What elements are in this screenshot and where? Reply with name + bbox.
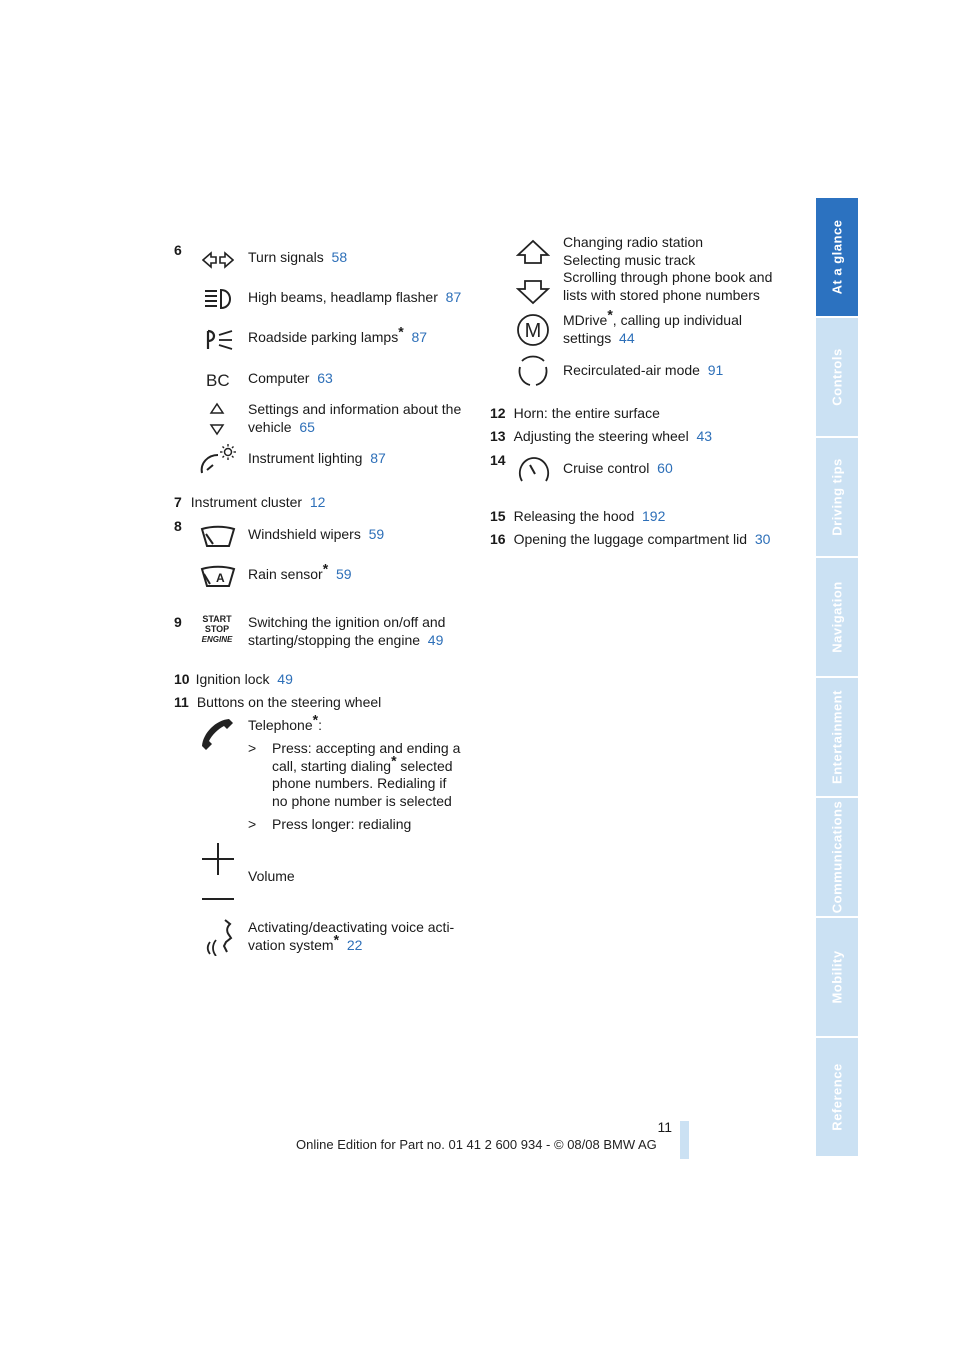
- volume-label: Volume: [248, 868, 295, 884]
- high-beams-entry: High beams, headlamp flasher 87: [248, 289, 462, 305]
- page-link[interactable]: 65: [299, 418, 315, 435]
- parking-lamps-entry: Roadside parking lamps* 87: [248, 323, 428, 345]
- page-link[interactable]: 87: [370, 450, 386, 466]
- rain-sensor-entry: Rain sensor* 59: [248, 560, 352, 582]
- ignition-lock-item: 10 Ignition lock 49: [174, 671, 293, 687]
- recirculated-air-icon: [516, 355, 550, 387]
- settings-arrows-icon: [209, 402, 225, 436]
- tab-entertainment[interactable]: Entertainment: [816, 678, 858, 798]
- telephone-label: Telephone*:: [248, 711, 322, 733]
- steering-wheel-buttons-item: 11 Buttons on the steering wheel: [174, 694, 382, 710]
- start-stop-engine-icon: START STOP ENGINE: [201, 614, 233, 644]
- item-number: 6: [174, 242, 182, 258]
- page-number: 11: [657, 1119, 672, 1135]
- windshield-wipers-entry: Windshield wipers 59: [248, 526, 385, 542]
- tab-communications[interactable]: Communications: [816, 798, 858, 918]
- instrument-cluster-item: 7 Instrument cluster 12: [174, 494, 326, 510]
- parking-lamps-icon: [205, 329, 235, 351]
- page-link[interactable]: 12: [309, 494, 326, 510]
- telephone-press-longer-text: Press longer: redialing: [272, 816, 412, 832]
- ignition-switch-entry: Switching the ignition on/off and starting/stopping the engine 49: [248, 614, 446, 648]
- mdrive-icon: [516, 313, 550, 347]
- volume-plus-minus-icon: [200, 842, 236, 904]
- tab-driving-tips[interactable]: Driving tips: [816, 438, 858, 558]
- computer-entry: Computer 63: [248, 370, 333, 386]
- page-link[interactable]: 49: [427, 631, 444, 648]
- page-link[interactable]: 49: [277, 671, 293, 687]
- svg-text:M: M: [524, 320, 542, 342]
- tab-reference[interactable]: Reference: [816, 1038, 858, 1158]
- bullet-marker: >: [248, 740, 257, 756]
- page-link[interactable]: 87: [411, 329, 428, 345]
- page-link[interactable]: 91: [707, 362, 724, 378]
- item-number: 9: [174, 614, 182, 630]
- arrow-up-icon: [516, 239, 550, 265]
- instrument-lighting-entry: Instrument lighting 87: [248, 450, 386, 466]
- arrow-down-icon: [516, 279, 550, 305]
- page-link[interactable]: 30: [754, 531, 771, 547]
- tab-controls[interactable]: Controls: [816, 318, 858, 438]
- edition-footer: Online Edition for Part no. 01 41 2 600 934 - © 08/08 BMW AG: [296, 1137, 657, 1152]
- page-link[interactable]: 60: [657, 460, 673, 476]
- page-link[interactable]: 63: [317, 370, 333, 386]
- tab-navigation[interactable]: Navigation: [816, 558, 858, 678]
- page-link[interactable]: 87: [445, 289, 462, 305]
- telephone-icon: [199, 716, 235, 752]
- footer-accent-bar: [680, 1121, 689, 1159]
- hood-release-item: 15 Releasing the hood 192: [490, 508, 666, 524]
- page-link[interactable]: 59: [368, 526, 385, 542]
- page-link[interactable]: 22: [346, 936, 363, 953]
- luggage-lid-item: 16 Opening the luggage compartment lid 30: [490, 531, 771, 547]
- turn-signals-icon: [202, 250, 234, 270]
- cruise-control-entry: Cruise control 60: [563, 460, 673, 476]
- high-beams-icon: [203, 288, 235, 310]
- tab-at-a-glance[interactable]: At a glance: [816, 198, 858, 318]
- bullet-marker: >: [248, 816, 257, 832]
- item-number: 8: [174, 518, 182, 534]
- tab-mobility[interactable]: Mobility: [816, 918, 858, 1038]
- settings-entry: Settings and information about the vehicle 65: [248, 401, 462, 435]
- side-tab-nav: [816, 198, 858, 1158]
- item-number: 14: [490, 452, 506, 468]
- mdrive-entry: MDrive*, calling up individual settings 44: [563, 306, 742, 346]
- arrows-description: Changing radio station Selecting music track Scrolling through phone book and lists with stored phone numbers: [563, 234, 773, 303]
- computer-bc-icon: [205, 370, 235, 390]
- page-link[interactable]: 43: [696, 428, 713, 444]
- voice-activation-icon: [201, 918, 235, 956]
- page-link[interactable]: 192: [642, 508, 666, 524]
- page-link[interactable]: 58: [331, 249, 348, 265]
- page-link[interactable]: 44: [619, 329, 635, 346]
- telephone-press-text: Press: accepting and ending a call, starting dialing* selected phone numbers. Redialing if no phone number is selected: [272, 740, 461, 809]
- horn-item: 12 Horn: the entire surface: [490, 405, 660, 421]
- cruise-control-icon: [517, 455, 551, 485]
- recirculated-air-entry: Recirculated-air mode 91: [563, 362, 724, 378]
- turn-signals-entry: Turn signals 58: [248, 249, 348, 265]
- voice-activation-entry: Activating/deactivating voice acti- vation system* 22: [248, 919, 455, 953]
- page-link[interactable]: 59: [335, 566, 352, 582]
- rain-sensor-icon: [200, 565, 236, 589]
- windshield-wipers-icon: [200, 525, 236, 549]
- instrument-lighting-icon: [198, 443, 238, 479]
- steering-adjust-item: 13 Adjusting the steering wheel 43: [490, 428, 713, 444]
- svg-text:A: A: [216, 571, 225, 585]
- svg-text:BC: BC: [206, 371, 230, 390]
